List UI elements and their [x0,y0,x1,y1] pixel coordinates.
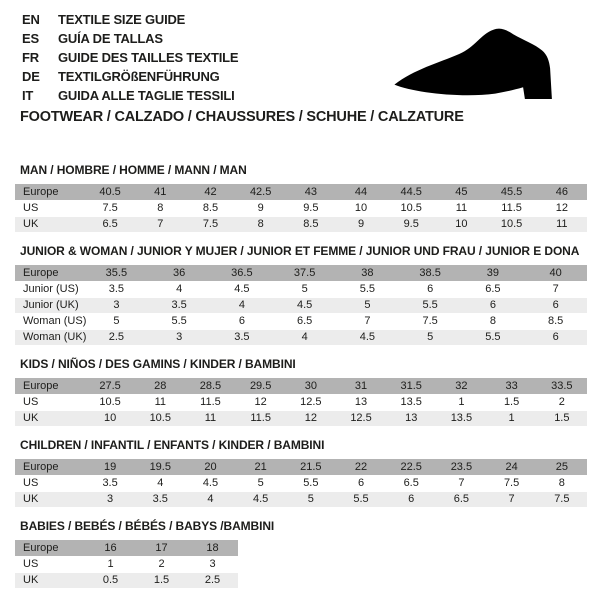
dress-shoe-icon [388,18,570,108]
size-cell: 2.5 [85,329,148,345]
size-cell: 43 [286,184,336,200]
size-cell: 6 [386,491,436,507]
size-cell: 10.5 [386,200,436,216]
size-cell: 6.5 [85,216,135,232]
language-title: TEXTILGRÖßENFÜHRUNG [58,69,220,84]
table-row [15,297,587,313]
row-label: Woman (US) [15,313,85,329]
size-cell: 1.5 [487,394,537,410]
size-cell: 10 [336,200,386,216]
language-code: FR [22,50,39,65]
size-cell: 42 [185,184,235,200]
table-row [15,540,238,556]
language-title-list [22,10,238,105]
size-cell: 11.5 [236,410,286,426]
table-row [15,410,587,426]
size-cell: 4 [148,281,211,297]
language-code: ES [22,31,39,46]
size-cell: 27.5 [85,378,135,394]
size-cell: 8.5 [185,200,235,216]
size-cell: 13 [386,410,436,426]
size-cell: 33.5 [537,378,587,394]
language-title: GUÍA DE TALLAS [58,31,163,46]
size-cell: 5.5 [336,281,399,297]
table-row [15,281,587,297]
size-cell: 22.5 [386,459,436,475]
size-cell: 35.5 [85,265,148,281]
size-cell: 23.5 [436,459,486,475]
size-cell: 3 [85,297,148,313]
size-cell: 2.5 [187,572,238,588]
size-cell: 1 [85,556,136,572]
table-title: MAN / HOMBRE / HOMME / MANN / MAN [20,163,247,177]
size-cell: 5.5 [399,297,462,313]
size-cell: 4.5 [336,329,399,345]
row-label: US [15,394,85,410]
table-row [15,313,587,329]
size-cell: 46 [537,184,587,200]
size-cell: 31 [336,378,386,394]
size-cell: 7.5 [185,216,235,232]
size-tables [15,163,587,600]
size-cell: 21.5 [286,459,336,475]
size-cell: 3.5 [85,281,148,297]
size-cell: 3.5 [211,329,274,345]
size-cell: 19 [85,459,135,475]
language-title: TEXTILE SIZE GUIDE [58,12,186,27]
table-row [15,394,587,410]
size-table [15,184,587,232]
size-cell: 6 [211,313,274,329]
size-cell: 24 [487,459,537,475]
language-row [22,29,238,48]
size-cell: 5.5 [462,329,525,345]
size-cell: 4 [135,475,185,491]
size-table-section [15,244,587,345]
size-cell: 4.5 [236,491,286,507]
size-cell: 5.5 [286,475,336,491]
size-cell: 7 [436,475,486,491]
size-table [15,378,587,426]
table-title: JUNIOR & WOMAN / JUNIOR Y MUJER / JUNIOR ET FEMME / JUNIOR UND FRAU / JUNIOR E DONA [20,244,580,258]
size-cell: 7.5 [85,200,135,216]
size-cell: 8 [462,313,525,329]
row-label: UK [15,572,85,588]
row-label: US [15,556,85,572]
size-cell: 3.5 [148,297,211,313]
size-cell: 40.5 [85,184,135,200]
table-title: KIDS / NIÑOS / DES GAMINS / KINDER / BAMBINI [20,357,296,371]
table-row [15,200,587,216]
language-row [22,67,238,86]
language-title: GUIDE DES TAILLES TEXTILE [58,50,239,65]
size-cell: 5 [85,313,148,329]
table-row [15,556,238,572]
row-label: UK [15,410,85,426]
language-code: DE [22,69,40,84]
size-cell: 3 [187,556,238,572]
size-cell: 16 [85,540,136,556]
size-cell: 33 [487,378,537,394]
language-row [22,10,238,29]
size-cell: 6 [462,297,525,313]
size-cell: 7 [336,313,399,329]
size-cell: 22 [336,459,386,475]
size-table [15,265,587,345]
row-label: UK [15,491,85,507]
row-label: Europe [15,184,85,200]
size-cell: 10.5 [487,216,537,232]
size-cell: 4 [211,297,274,313]
row-label: Woman (UK) [15,329,85,345]
size-cell: 3 [85,491,135,507]
table-row [15,184,587,200]
size-cell: 5.5 [336,491,386,507]
size-cell: 9 [336,216,386,232]
size-cell: 6.5 [462,281,525,297]
size-cell: 8 [135,200,185,216]
size-cell: 8 [236,216,286,232]
size-cell: 11.5 [185,394,235,410]
size-cell: 0.5 [85,572,136,588]
size-cell: 7 [524,281,587,297]
row-label: Europe [15,265,85,281]
size-cell: 7 [135,216,185,232]
size-cell: 38.5 [399,265,462,281]
size-cell: 5 [399,329,462,345]
size-cell: 4 [185,491,235,507]
size-cell: 28 [135,378,185,394]
size-cell: 12 [286,410,336,426]
table-row [15,265,587,281]
size-cell: 32 [436,378,486,394]
size-cell: 5 [236,475,286,491]
size-cell: 12 [537,200,587,216]
table-row [15,329,587,345]
language-title: GUIDA ALLE TAGLIE TESSILI [58,88,235,103]
size-cell: 11 [185,410,235,426]
size-cell: 3 [148,329,211,345]
size-cell: 9.5 [386,216,436,232]
size-table-section [15,438,587,507]
language-code: IT [22,88,34,103]
category-title: FOOTWEAR / CALZADO / CHAUSSURES / SCHUHE / CALZATURE [20,109,464,125]
size-table-section [15,519,587,588]
size-cell: 7 [487,491,537,507]
size-cell: 17 [136,540,187,556]
size-cell: 36.5 [211,265,274,281]
size-cell: 6 [336,475,386,491]
size-cell: 1 [487,410,537,426]
size-cell: 12.5 [286,394,336,410]
table-row [15,459,587,475]
size-cell: 8.5 [286,216,336,232]
table-row [15,475,587,491]
size-cell: 5 [273,281,336,297]
row-label: Europe [15,459,85,475]
size-table [15,459,587,507]
size-table-section [15,163,587,232]
table-row [15,378,587,394]
size-cell: 29.5 [236,378,286,394]
row-label: UK [15,216,85,232]
table-title: BABIES / BEBÉS / BÉBÉS / BABYS /BAMBINI [20,519,275,533]
size-cell: 4.5 [211,281,274,297]
size-cell: 1.5 [537,410,587,426]
size-cell: 21 [236,459,286,475]
row-label: Europe [15,540,85,556]
table-row [15,216,587,232]
language-row [22,86,238,105]
table-row [15,572,238,588]
size-cell: 13.5 [386,394,436,410]
size-cell: 25 [537,459,587,475]
size-cell: 13 [336,394,386,410]
size-cell: 1 [436,394,486,410]
size-cell: 19.5 [135,459,185,475]
size-cell: 10 [436,216,486,232]
size-cell: 5 [286,491,336,507]
size-cell: 12.5 [336,410,386,426]
language-code: EN [22,12,40,27]
size-cell: 6 [524,329,587,345]
size-cell: 45.5 [487,184,537,200]
size-cell: 40 [524,265,587,281]
size-cell: 36 [148,265,211,281]
size-cell: 10.5 [85,394,135,410]
size-table-section [15,357,587,426]
size-cell: 45 [436,184,486,200]
size-cell: 44.5 [386,184,436,200]
size-cell: 44 [336,184,386,200]
row-label: Junior (US) [15,281,85,297]
size-cell: 13.5 [436,410,486,426]
size-cell: 11 [135,394,185,410]
size-cell: 37.5 [273,265,336,281]
size-cell: 6.5 [386,475,436,491]
size-cell: 3.5 [135,491,185,507]
size-cell: 18 [187,540,238,556]
size-cell: 6.5 [436,491,486,507]
size-cell: 20 [185,459,235,475]
size-cell: 4 [273,329,336,345]
size-cell: 6.5 [273,313,336,329]
size-cell: 10.5 [135,410,185,426]
size-cell: 3.5 [85,475,135,491]
size-cell: 11.5 [487,200,537,216]
table-row [15,491,587,507]
size-cell: 38 [336,265,399,281]
row-label: US [15,200,85,216]
size-cell: 7.5 [487,475,537,491]
size-cell: 9 [236,200,286,216]
size-cell: 1.5 [136,572,187,588]
size-cell: 7.5 [537,491,587,507]
language-row [22,48,238,67]
row-label: US [15,475,85,491]
size-cell: 4.5 [185,475,235,491]
row-label: Europe [15,378,85,394]
size-cell: 11 [537,216,587,232]
size-cell: 5.5 [148,313,211,329]
size-cell: 41 [135,184,185,200]
size-cell: 6 [399,281,462,297]
size-cell: 28.5 [185,378,235,394]
size-cell: 2 [136,556,187,572]
size-cell: 8.5 [524,313,587,329]
size-cell: 7.5 [399,313,462,329]
size-cell: 42.5 [236,184,286,200]
size-cell: 10 [85,410,135,426]
size-cell: 12 [236,394,286,410]
size-cell: 8 [537,475,587,491]
size-cell: 11 [436,200,486,216]
size-cell: 31.5 [386,378,436,394]
size-cell: 5 [336,297,399,313]
size-cell: 4.5 [273,297,336,313]
size-cell: 30 [286,378,336,394]
size-cell: 6 [524,297,587,313]
size-table [15,540,238,588]
size-cell: 39 [462,265,525,281]
size-cell: 9.5 [286,200,336,216]
size-cell: 2 [537,394,587,410]
row-label: Junior (UK) [15,297,85,313]
table-title: CHILDREN / INFANTIL / ENFANTS / KINDER / BAMBINI [20,438,325,452]
